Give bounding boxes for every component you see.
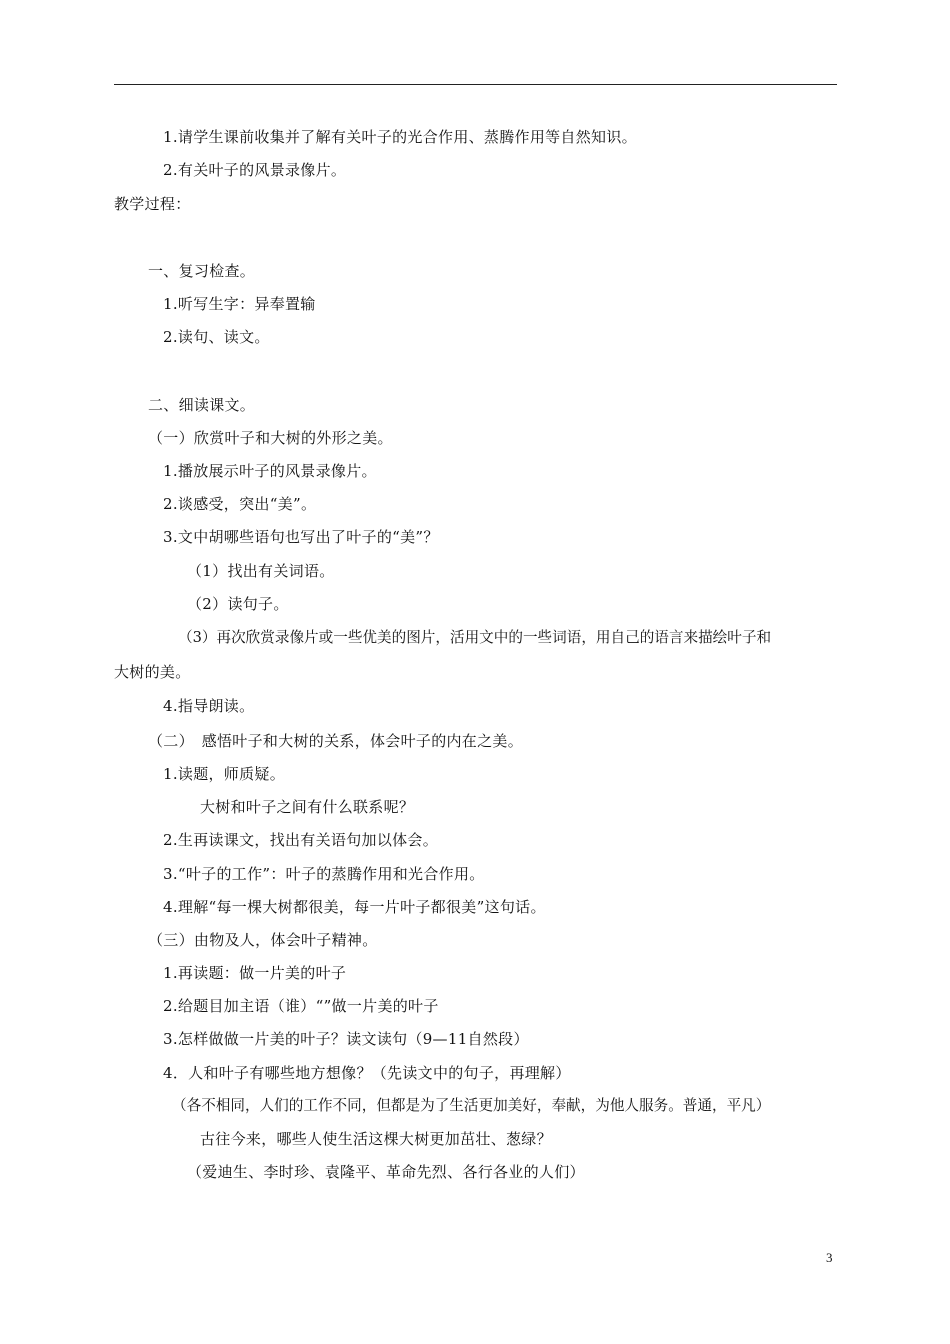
text-line: 4.理解“每一棵大树都很美，每一片叶子都很美”这句话。 <box>163 898 546 916</box>
section-heading: 二、细读课文。 <box>148 396 256 414</box>
text-line: 大树的美。 <box>114 663 191 681</box>
page-number: 3 <box>826 1250 833 1265</box>
text-line: （各不相同，人们的工作不同，但都是为了生活更加美好，奉献，为他人服务。普通，平凡） <box>172 1097 771 1114</box>
text-line: 1.再读题：做一片美的叶子 <box>163 964 347 982</box>
text-line: 2.读句、读文。 <box>163 328 270 346</box>
section-heading: 一、复习检查。 <box>148 262 256 280</box>
subsection-heading: （三）由物及人，体会叶子精神。 <box>148 931 378 949</box>
text-line: 大树和叶子之间有什么联系呢？ <box>200 798 415 816</box>
text-line: 2.生再读课文，找出有关语句加以体会。 <box>163 831 439 849</box>
text-line: 2.谈感受，突出“美”。 <box>163 495 317 513</box>
text-line: 3.文中胡哪些语句也写出了叶子的“美”？ <box>163 528 439 546</box>
text-line: 4．人和叶子有哪些地方想像？（先读文中的句子，再理解） <box>163 1064 571 1082</box>
text-line: 2.有关叶子的风景录像片。 <box>163 161 347 179</box>
section-heading: 教学过程： <box>114 195 191 213</box>
text-line: 古往今来，哪些人使生活这棵大树更加茁壮、葱绿？ <box>200 1130 552 1148</box>
text-line: 1.播放展示叶子的风景录像片。 <box>163 462 377 480</box>
text-line: （爱迪生、李时珍、袁隆平、革命先烈、各行各业的人们） <box>187 1163 585 1181</box>
text-line: 1.请学生课前收集并了解有关叶子的光合作用、蒸腾作用等自然知识。 <box>163 128 637 146</box>
header-rule <box>114 84 837 85</box>
text-line: （2）读句子。 <box>187 595 289 613</box>
text-line: 1.读题，师质疑。 <box>163 765 286 783</box>
text-line: 4.指导朗读。 <box>163 697 255 715</box>
text-line: （3）再次欣赏录像片或一些优美的图片，活用文中的一些词语，用自己的语言来描绘叶子和 <box>178 629 772 646</box>
subsection-heading: （二） 感悟叶子和大树的关系，体会叶子的内在之美。 <box>148 732 524 750</box>
text-line: 2.给题目加主语（谁）“”做一片美的叶子 <box>163 997 439 1015</box>
subsection-heading: （一）欣赏叶子和大树的外形之美。 <box>148 429 393 447</box>
text-line: 1.听写生字：异奉置输 <box>163 295 316 313</box>
text-line: 3.怎样做做一片美的叶子？读文读句（9—11自然段） <box>163 1030 529 1048</box>
text-line: （1）找出有关词语。 <box>187 562 335 580</box>
text-line: 3.“叶子的工作”：叶子的蒸腾作用和光合作用。 <box>163 865 485 883</box>
